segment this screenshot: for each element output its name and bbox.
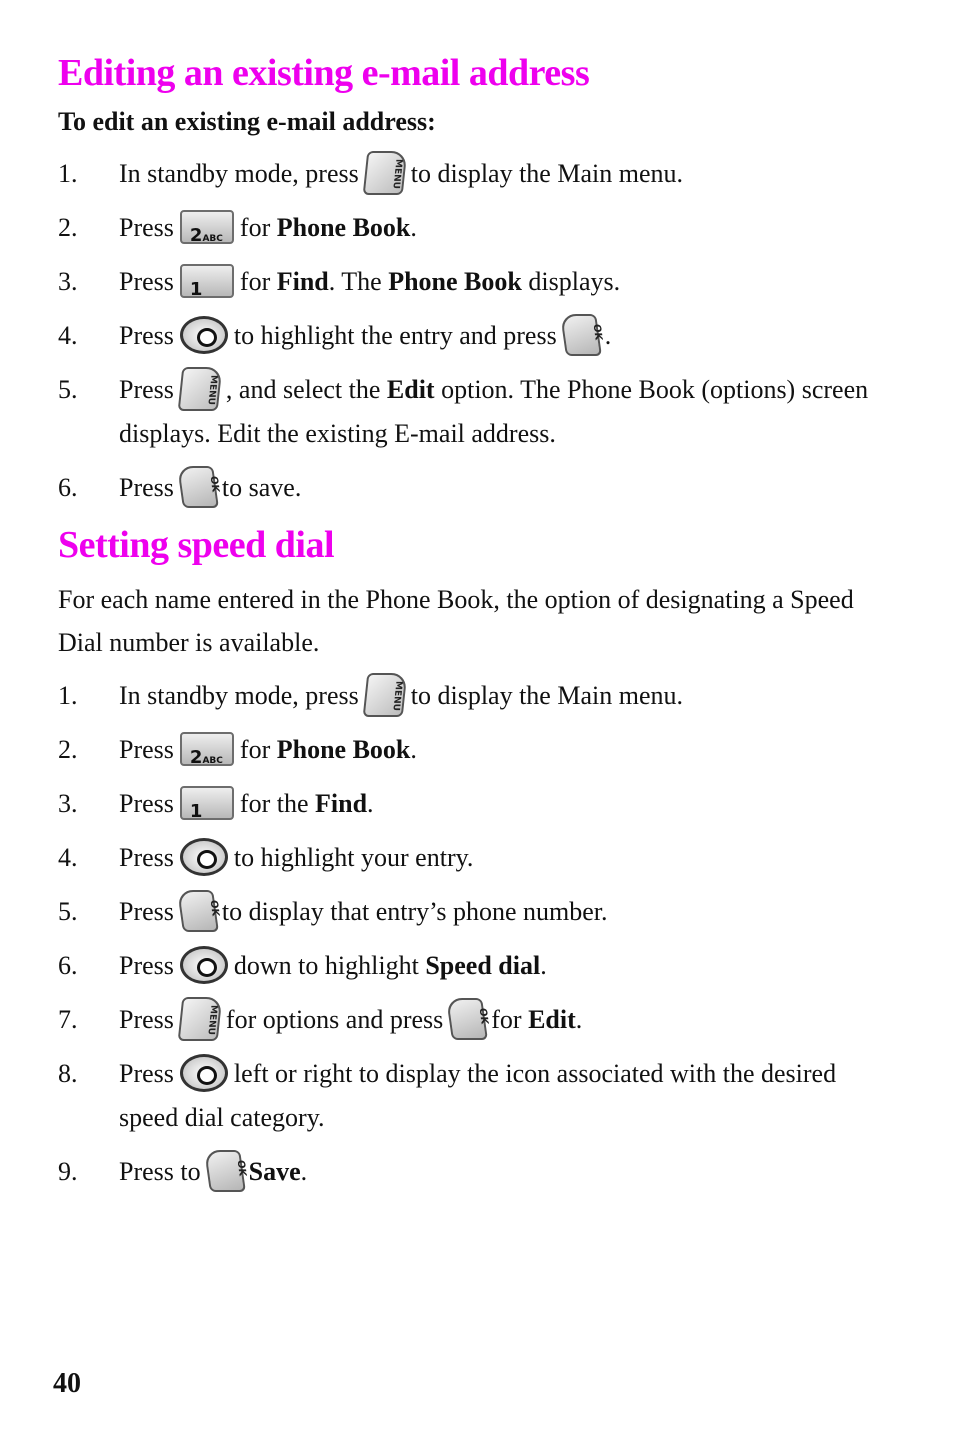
key-2-icon: 2ABC <box>180 732 234 766</box>
list-item: 5. Press OK to display that entry’s phone number. <box>58 890 898 934</box>
ok-key-icon: OK <box>446 998 488 1040</box>
list-item: 6. Press down to highlight Speed dial. <box>58 944 898 988</box>
list-item: 3. Press 1 for Find. The Phone Book displays. <box>58 260 898 304</box>
nav-key-icon <box>180 316 228 354</box>
list-item: 4. Press to highlight the entry and press OK . <box>58 314 898 358</box>
list-item: 1. In standby mode, press MENU to display the Main menu. <box>58 674 898 718</box>
key-1-icon: 1 <box>180 264 234 298</box>
ok-key-icon: OK <box>177 466 219 508</box>
steps-speed-dial <box>58 674 898 1194</box>
list-item: 3. Press 1 for the Find. <box>58 782 898 826</box>
ok-key-icon: OK <box>560 314 602 356</box>
list-item: 1. In standby mode, press MENU to display the Main menu. <box>58 152 898 196</box>
section-title-edit-email: Editing an existing e-mail address <box>58 52 590 94</box>
page-number: 40 <box>53 1368 81 1399</box>
nav-key-icon <box>180 838 228 876</box>
list-item: 6. Press OK to save. <box>58 466 898 510</box>
menu-key-icon: MENU <box>178 997 223 1041</box>
page-content <box>58 48 898 1204</box>
subheading-edit-email: To edit an existing e-mail address: <box>58 107 436 136</box>
key-2-icon: 2ABC <box>180 210 234 244</box>
intro-paragraph: For each name entered in the Phone Book, the option of designating a Speed Dial number is available. <box>58 585 854 657</box>
ok-key-icon: OK <box>204 1150 246 1192</box>
steps-edit-email <box>58 152 898 510</box>
list-item: 2. Press 2ABC for Phone Book. <box>58 206 898 250</box>
section-title-speed-dial: Setting speed dial <box>58 524 335 566</box>
menu-key-icon: MENU <box>362 673 407 717</box>
nav-key-icon <box>180 946 228 984</box>
list-item: 7. Press MENU for options and press OK for Edit. <box>58 998 898 1042</box>
list-item: 4. Press to highlight your entry. <box>58 836 898 880</box>
ok-key-icon: OK <box>177 890 219 932</box>
list-item: 8. Press left or right to display the icon associated with the desired speed dial category. <box>58 1052 898 1140</box>
list-item: 9. Press to OK Save. <box>58 1150 898 1194</box>
list-item: 2. Press 2ABC for Phone Book. <box>58 728 898 772</box>
menu-key-icon: MENU <box>362 151 407 195</box>
list-item: 5. Press MENU , and select the Edit option. The Phone Book (options) screen displays. Edit the existing E-mail address. <box>58 368 898 456</box>
menu-key-icon: MENU <box>178 367 223 411</box>
nav-key-icon <box>180 1054 228 1092</box>
key-1-icon: 1 <box>180 786 234 820</box>
